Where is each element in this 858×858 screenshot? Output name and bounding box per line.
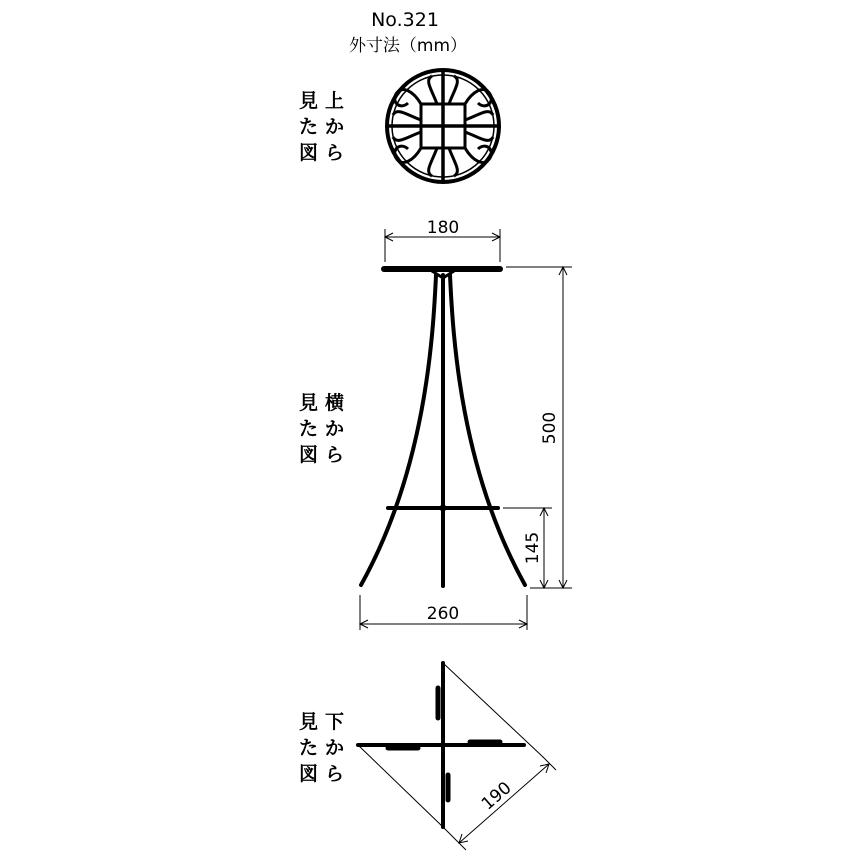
scroll-ornament-top-right xyxy=(465,89,491,105)
side-view-label xyxy=(299,391,344,466)
label-char: 上 xyxy=(325,90,345,112)
label-char: か xyxy=(325,737,345,759)
height-value: 500 xyxy=(540,411,560,445)
label-char: ら xyxy=(325,444,345,466)
label-char: 横 xyxy=(325,392,345,414)
label-char: か xyxy=(325,418,345,440)
bottom-view-label xyxy=(299,711,344,785)
label-char: た xyxy=(299,116,319,138)
label-char: 見 xyxy=(299,392,319,414)
bottom-view-drawing xyxy=(358,663,543,827)
brace-joint xyxy=(440,505,446,511)
label-char: ら xyxy=(325,142,345,164)
leg-right xyxy=(450,275,525,585)
side-view-drawing xyxy=(361,269,525,586)
bottom-leg-value: 190 xyxy=(477,778,516,815)
label-char: 下 xyxy=(325,711,345,733)
label-char: 見 xyxy=(299,711,319,733)
scroll-ornament-top-left xyxy=(395,89,421,105)
bottom-outline-lower xyxy=(358,745,443,827)
label-char: 図 xyxy=(299,142,319,164)
leg-left xyxy=(361,275,436,585)
label-char: 見 xyxy=(299,90,319,112)
label-char: 図 xyxy=(299,444,319,466)
shelf-height-value: 145 xyxy=(523,531,543,565)
label-char: ら xyxy=(325,763,345,785)
label-char: 図 xyxy=(299,763,319,785)
top-view-drawing xyxy=(387,70,499,182)
label-char: た xyxy=(299,737,319,759)
top-view-label xyxy=(299,89,344,164)
label-char: た xyxy=(299,418,319,440)
dimension-unit-note: 外寸法（mm） xyxy=(348,36,468,56)
model-number: No.321 xyxy=(371,9,439,31)
base-width-value: 260 xyxy=(426,604,460,624)
label-char: か xyxy=(325,116,345,138)
scroll-ornament-bottom-left xyxy=(395,146,421,162)
scroll-ornament-bottom-right xyxy=(465,146,491,162)
top-width-value: 180 xyxy=(426,218,460,238)
